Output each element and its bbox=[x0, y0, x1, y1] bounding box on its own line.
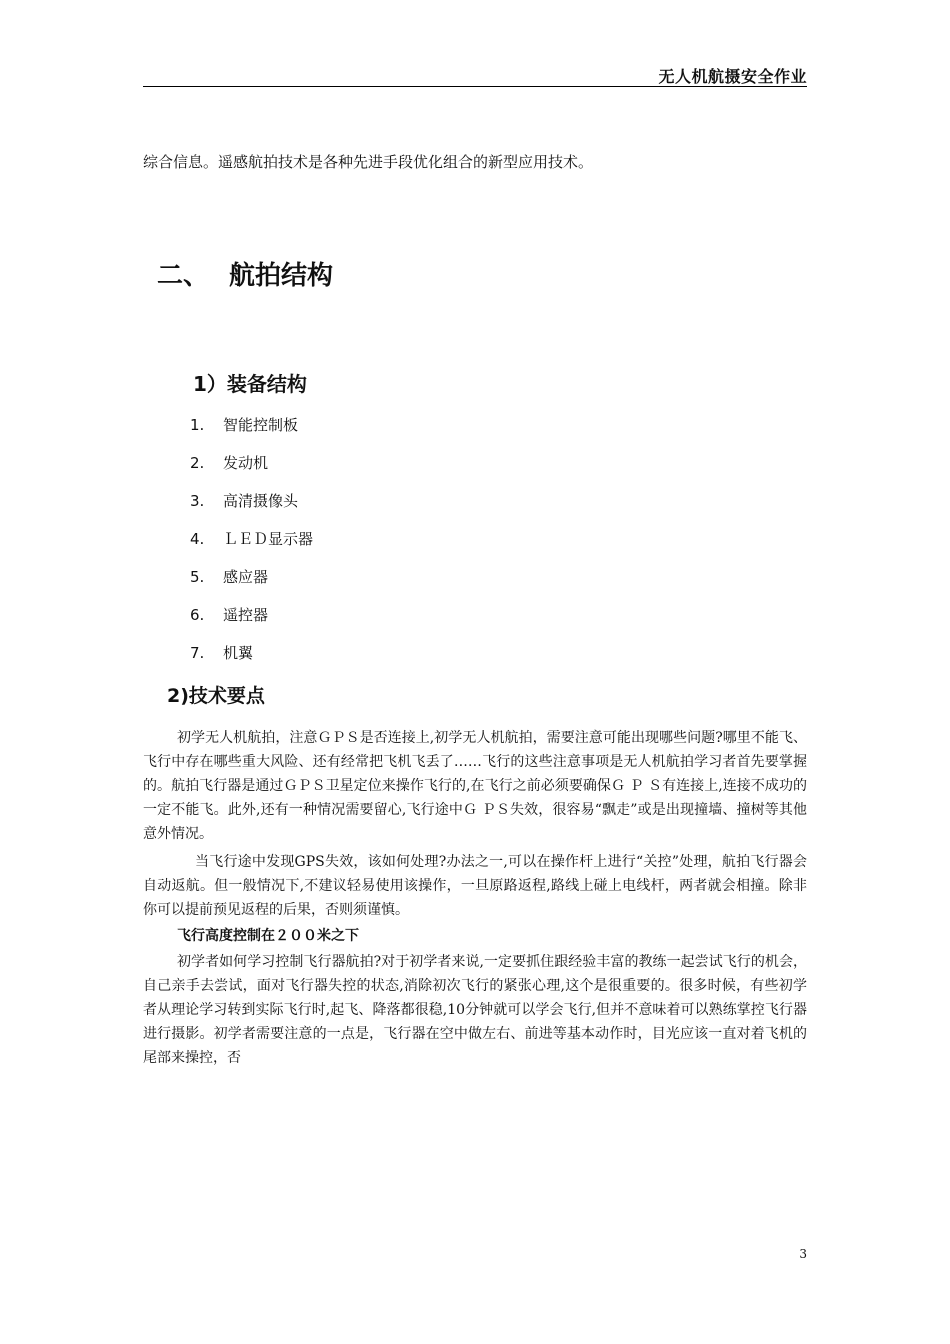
list-item bbox=[190, 450, 313, 488]
list-item-label: ＬＥＤ显示器 bbox=[223, 530, 314, 548]
list-item bbox=[190, 488, 313, 526]
section-heading bbox=[157, 255, 333, 292]
equipment-list bbox=[190, 412, 313, 678]
list-item-number: 2. bbox=[190, 454, 205, 472]
page-number: 3 bbox=[799, 1247, 807, 1261]
header-title: 无人机航摄安全作业 bbox=[658, 67, 807, 86]
list-item-number: 4. bbox=[190, 530, 205, 548]
list-item-number: 6. bbox=[190, 606, 205, 624]
tech-paragraph-2: 当飞行途中发现GPS失效，该如何处理?办法之一,可以在操作杆上进行“关控”处理，航拍飞行器会自动返航。但一般情况下,不建议轻易使用该操作，一旦原路返程,路线上碰上电线杆，两者就会相撞。除非你可以提前预见返程的后果，否则须谨慎。 bbox=[143, 854, 807, 918]
list-item bbox=[190, 412, 313, 450]
tech-paragraph-1: 初学无人机航拍，注意ＧＰＳ是否连接上,初学无人机航拍，需要注意可能出现哪些问题?哪里不能飞、飞行中存在哪些重大风险、还有经常把飞机飞丢了……飞行的这些注意事项是无人机航拍学习者首先要掌握的。航拍飞行器是通过ＧＰＳ卫星定位来操作飞行的,在飞行之前必须要确保Ｇ Ｐ Ｓ有连接上,连接不成功的一定不能飞。此外,还有一种情况需要留心,飞行途中Ｇ ＰＳ失效，很容易“飘走”或是出现撞墙、撞树等其他意外情况。 bbox=[143, 730, 807, 842]
list-item-number: 5. bbox=[190, 568, 205, 586]
list-item-label: 机翼 bbox=[223, 644, 254, 662]
altitude-subheading: 飞行高度控制在２００米之下 bbox=[177, 928, 359, 944]
list-item-label: 发动机 bbox=[223, 454, 269, 472]
list-item bbox=[190, 526, 313, 564]
header-divider bbox=[143, 86, 807, 87]
list-item bbox=[190, 640, 313, 678]
list-item bbox=[190, 564, 313, 602]
list-item-label: 遥控器 bbox=[223, 606, 269, 624]
equipment-heading: 1）装备结构 bbox=[193, 372, 307, 396]
section-title: 航拍结构 bbox=[229, 261, 334, 291]
list-item bbox=[190, 602, 313, 640]
intro-paragraph: 综合信息。遥感航拍技术是各种先进手段优化组合的新型应用技术。 bbox=[143, 153, 594, 171]
tech-heading: 2)技术要点 bbox=[167, 685, 265, 707]
list-item-label: 感应器 bbox=[223, 568, 269, 586]
tech-paragraph-3: 初学者如何学习控制飞行器航拍?对于初学者来说,一定要抓住跟经验丰富的教练一起尝试飞行的机会，自己亲手去尝试，面对飞行器失控的状态,消除初次飞行的紧张心理,这个是很重要的。很多时候，有些初学者从理论学习转到实际飞行时,起飞、降落都很稳,10分钟就可以学会飞行,但并不意味着可以熟练掌控飞行器进行摄影。初学者需要注意的一点是，飞行器在空中做左右、前进等基本动作时，目光应该一直对着飞机的尾部来操控，否 bbox=[143, 954, 807, 1066]
list-item-number: 3. bbox=[190, 492, 205, 510]
list-item-label: 高清摄像头 bbox=[223, 492, 299, 510]
list-item-label: 智能控制板 bbox=[223, 416, 299, 434]
section-number: 二、 bbox=[157, 261, 210, 291]
list-item-number: 1. bbox=[190, 416, 205, 434]
list-item-number: 7. bbox=[190, 644, 205, 662]
